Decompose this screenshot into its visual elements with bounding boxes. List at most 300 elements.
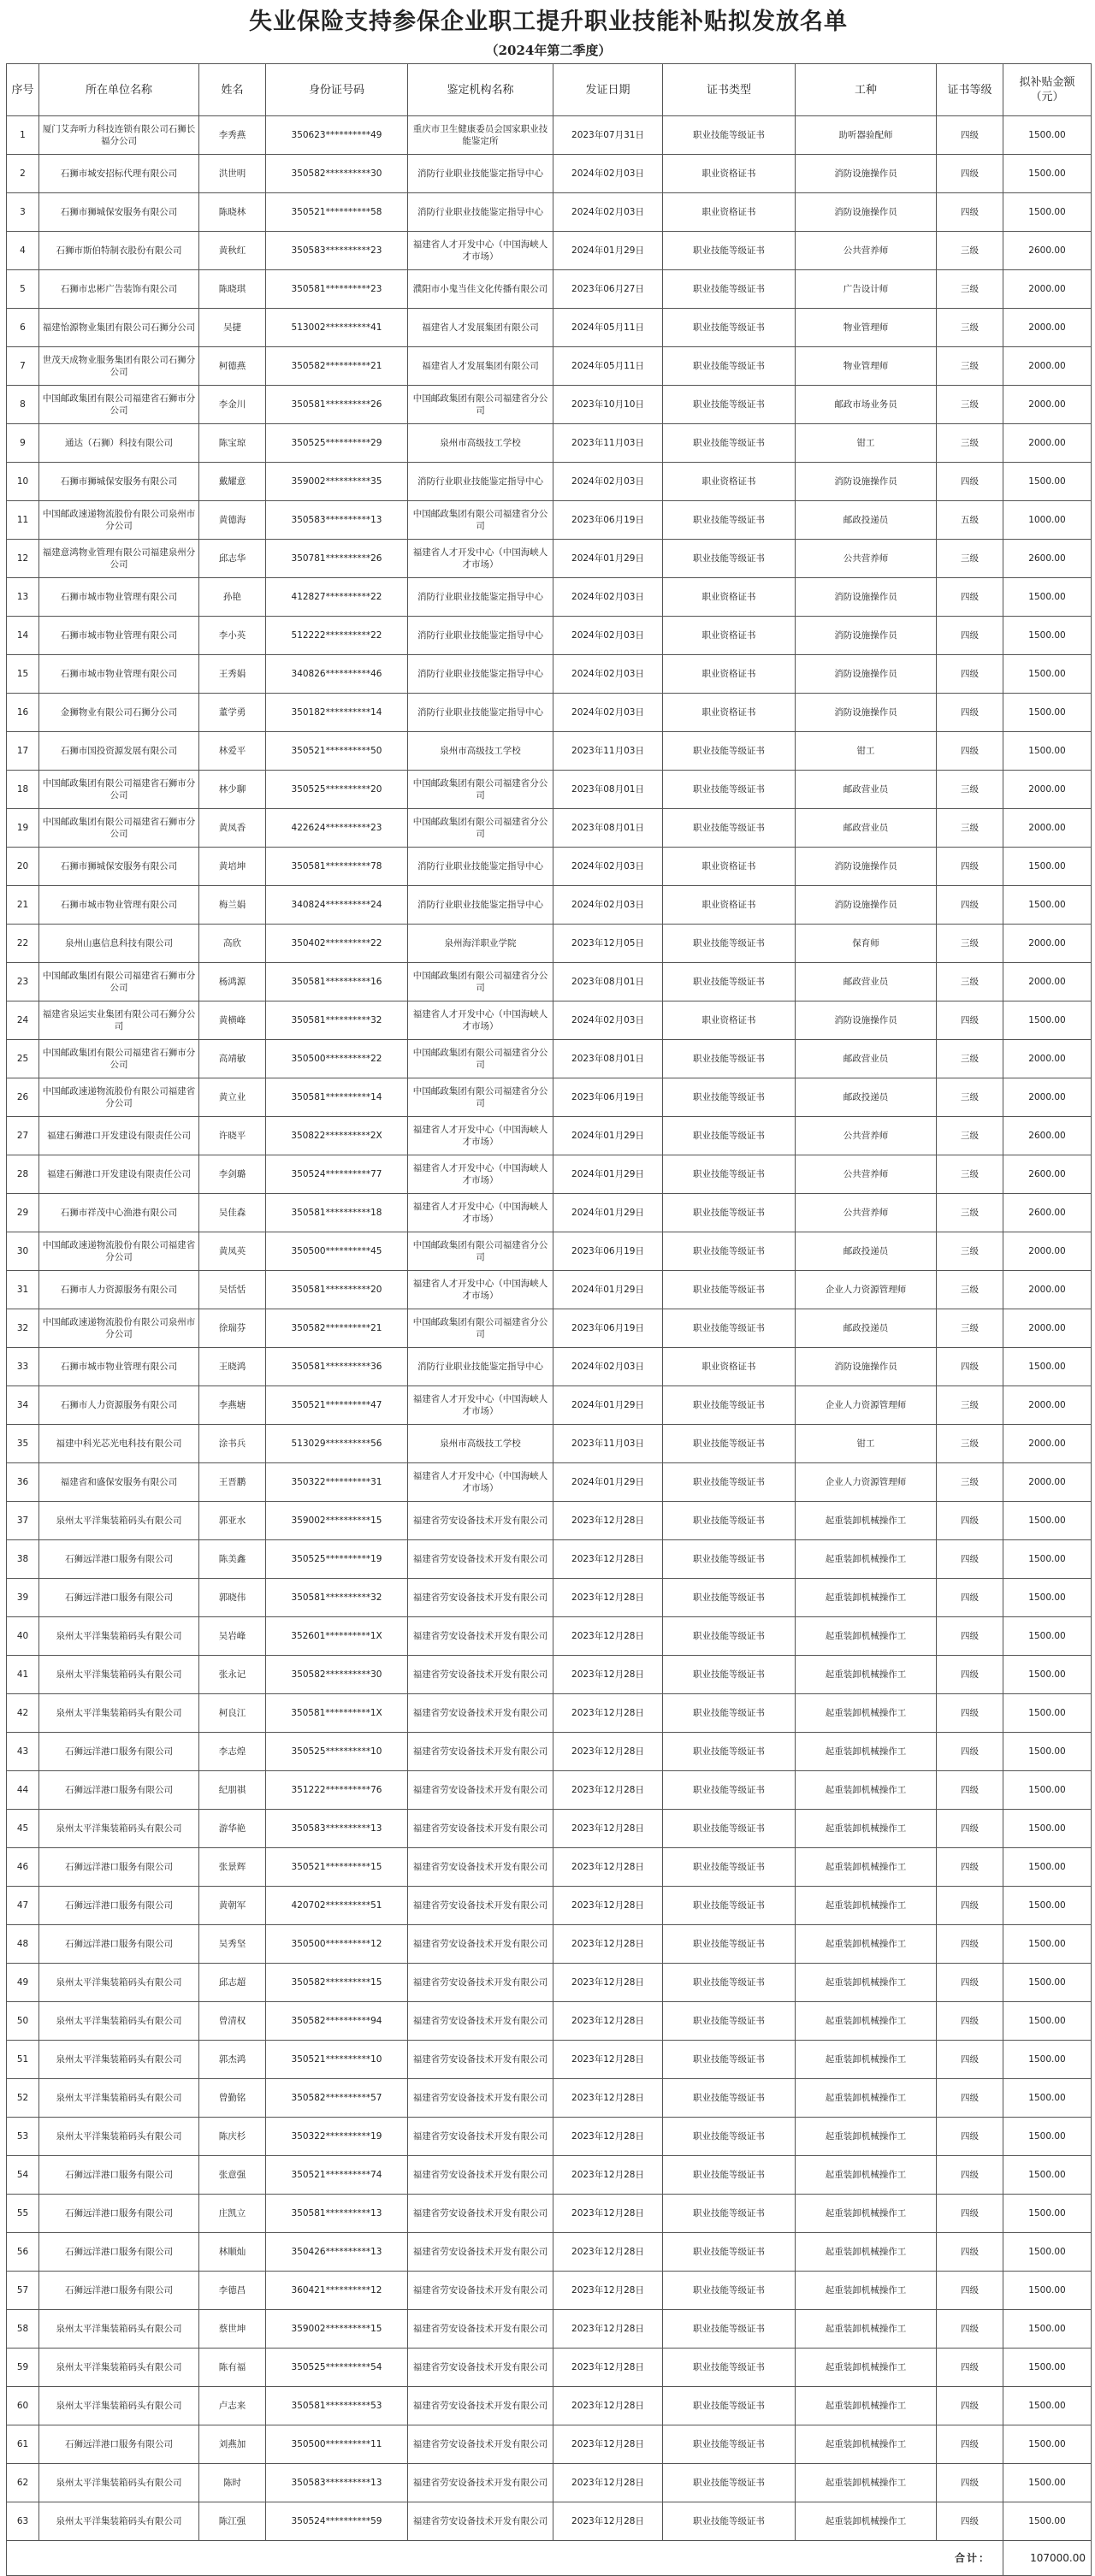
table-row xyxy=(7,1579,1092,1617)
cell-agency: 福建省劳安设备技术开发有限公司 xyxy=(408,1964,553,2002)
cell-id: 350582**********21 xyxy=(266,1309,408,1348)
cell-date: 2024年02月03日 xyxy=(553,617,663,655)
cell-date: 2024年05月11日 xyxy=(553,309,663,347)
cell-date: 2024年01月29日 xyxy=(553,232,663,270)
cell-id: 350582**********15 xyxy=(266,1964,408,2002)
cell-id: 350582**********57 xyxy=(266,2079,408,2118)
cell-job: 起重装卸机械操作工 xyxy=(796,1579,937,1617)
cell-amount: 1500.00 xyxy=(1003,2195,1092,2233)
table-row xyxy=(7,155,1092,193)
cell-company: 泉州太平洋集装箱码头有限公司 xyxy=(39,2502,199,2541)
cell-amount: 1500.00 xyxy=(1003,2425,1092,2464)
cell-job: 企业人力资源管理师 xyxy=(796,1271,937,1309)
cell-no: 59 xyxy=(7,2349,39,2387)
cell-agency: 福建省劳安设备技术开发有限公司 xyxy=(408,1810,553,1848)
cell-level: 四级 xyxy=(937,886,1003,925)
cell-agency: 福建省劳安设备技术开发有限公司 xyxy=(408,1656,553,1694)
cell-amount: 1500.00 xyxy=(1003,694,1092,732)
cell-amount: 1500.00 xyxy=(1003,1925,1092,1964)
cell-date: 2024年01月29日 xyxy=(553,1386,663,1425)
cell-amount: 1500.00 xyxy=(1003,1348,1092,1386)
cell-date: 2024年02月03日 xyxy=(553,1001,663,1040)
cell-id: 350521**********47 xyxy=(266,1386,408,1425)
cell-job: 邮政营业员 xyxy=(796,1040,937,1078)
cell-level: 四级 xyxy=(937,1925,1003,1964)
table-row xyxy=(7,1271,1092,1309)
cell-name: 李秀燕 xyxy=(199,116,266,155)
cell-no: 23 xyxy=(7,963,39,1001)
cell-company: 中国邮政速递物流股份有限公司泉州市分公司 xyxy=(39,1309,199,1348)
table-row xyxy=(7,1925,1092,1964)
cell-job: 消防设施操作员 xyxy=(796,848,937,886)
cell-date: 2023年06月19日 xyxy=(553,1309,663,1348)
cell-name: 张永记 xyxy=(199,1656,266,1694)
cell-date: 2023年12月28日 xyxy=(553,2156,663,2195)
cell-agency: 泉州海洋职业学院 xyxy=(408,925,553,963)
cell-name: 戴耀意 xyxy=(199,463,266,501)
cell-cert: 职业技能等级证书 xyxy=(663,1540,796,1579)
cell-level: 四级 xyxy=(937,2118,1003,2156)
cell-level: 四级 xyxy=(937,1771,1003,1810)
cell-no: 52 xyxy=(7,2079,39,2118)
cell-date: 2024年05月11日 xyxy=(553,347,663,386)
cell-no: 29 xyxy=(7,1194,39,1232)
cell-name: 李剑璐 xyxy=(199,1155,266,1194)
cell-level: 三级 xyxy=(937,1078,1003,1117)
cell-cert: 职业技能等级证书 xyxy=(663,1271,796,1309)
cell-date: 2023年10月10日 xyxy=(553,386,663,424)
cell-agency: 福建省劳安设备技术开发有限公司 xyxy=(408,2349,553,2387)
cell-date: 2024年01月29日 xyxy=(553,1194,663,1232)
cell-date: 2023年12月28日 xyxy=(553,2195,663,2233)
cell-level: 三级 xyxy=(937,1040,1003,1078)
cell-level: 四级 xyxy=(937,2156,1003,2195)
cell-id: 350521**********50 xyxy=(266,732,408,771)
cell-cert: 职业技能等级证书 xyxy=(663,1155,796,1194)
cell-cert: 职业技能等级证书 xyxy=(663,116,796,155)
cell-agency: 福建省劳安设备技术开发有限公司 xyxy=(408,2272,553,2310)
cell-id: 350581**********53 xyxy=(266,2387,408,2425)
cell-agency: 福建省劳安设备技术开发有限公司 xyxy=(408,2425,553,2464)
cell-name: 陈晓林 xyxy=(199,193,266,232)
cell-name: 纪朋祺 xyxy=(199,1771,266,1810)
cell-id: 350581**********13 xyxy=(266,2195,408,2233)
cell-date: 2023年12月28日 xyxy=(553,1771,663,1810)
cell-no: 53 xyxy=(7,2118,39,2156)
table-row xyxy=(7,2502,1092,2541)
cell-job: 邮政营业员 xyxy=(796,963,937,1001)
cell-agency: 消防行业职业技能鉴定指导中心 xyxy=(408,617,553,655)
cell-cert: 职业技能等级证书 xyxy=(663,1771,796,1810)
cell-agency: 消防行业职业技能鉴定指导中心 xyxy=(408,655,553,694)
table-row xyxy=(7,2425,1092,2464)
table-row xyxy=(7,2156,1092,2195)
cell-cert: 职业技能等级证书 xyxy=(663,1040,796,1078)
cell-level: 四级 xyxy=(937,1694,1003,1733)
cell-job: 起重装卸机械操作工 xyxy=(796,2002,937,2041)
table-row xyxy=(7,2464,1092,2502)
cell-no: 47 xyxy=(7,1887,39,1925)
cell-cert: 职业技能等级证书 xyxy=(663,2118,796,2156)
cell-id: 513002**********41 xyxy=(266,309,408,347)
cell-amount: 2000.00 xyxy=(1003,1463,1092,1502)
cell-name: 吴佳森 xyxy=(199,1194,266,1232)
cell-no: 4 xyxy=(7,232,39,270)
cell-company: 中国邮政集团有限公司福建省石狮市分公司 xyxy=(39,386,199,424)
cell-date: 2023年12月28日 xyxy=(553,2079,663,2118)
cell-date: 2023年12月28日 xyxy=(553,2002,663,2041)
cell-amount: 1500.00 xyxy=(1003,193,1092,232)
table-row xyxy=(7,1232,1092,1271)
cell-company: 石狮远洋港口服务有限公司 xyxy=(39,1733,199,1771)
cell-no: 20 xyxy=(7,848,39,886)
cell-job: 起重装卸机械操作工 xyxy=(796,1694,937,1733)
table-row xyxy=(7,925,1092,963)
cell-id: 350521**********74 xyxy=(266,2156,408,2195)
cell-name: 陈晓琪 xyxy=(199,270,266,309)
cell-name: 杨鸿源 xyxy=(199,963,266,1001)
cell-date: 2023年12月28日 xyxy=(553,2272,663,2310)
cell-amount: 1500.00 xyxy=(1003,886,1092,925)
cell-agency: 福建省劳安设备技术开发有限公司 xyxy=(408,2195,553,2233)
cell-agency: 福建省劳安设备技术开发有限公司 xyxy=(408,2002,553,2041)
cell-id: 350583**********13 xyxy=(266,2464,408,2502)
cell-id: 350500**********11 xyxy=(266,2425,408,2464)
cell-agency: 泉州市高级技工学校 xyxy=(408,732,553,771)
cell-job: 起重装卸机械操作工 xyxy=(796,1540,937,1579)
cell-amount: 1500.00 xyxy=(1003,2041,1092,2079)
cell-id: 351222**********76 xyxy=(266,1771,408,1810)
cell-no: 36 xyxy=(7,1463,39,1502)
cell-amount: 1500.00 xyxy=(1003,2118,1092,2156)
cell-company: 中国邮政速递物流股份有限公司福建省分公司 xyxy=(39,1078,199,1117)
cell-date: 2024年02月03日 xyxy=(553,694,663,732)
cell-id: 340826**********46 xyxy=(266,655,408,694)
table-row xyxy=(7,1733,1092,1771)
cell-amount: 1500.00 xyxy=(1003,2387,1092,2425)
cell-agency: 中国邮政集团有限公司福建省分公司 xyxy=(408,1309,553,1348)
cell-level: 三级 xyxy=(937,386,1003,424)
cell-no: 28 xyxy=(7,1155,39,1194)
cell-amount: 2000.00 xyxy=(1003,1309,1092,1348)
cell-amount: 2000.00 xyxy=(1003,925,1092,963)
cell-name: 吴恬恬 xyxy=(199,1271,266,1309)
cell-company: 中国邮政速递物流股份有限公司泉州市分公司 xyxy=(39,501,199,540)
cell-company: 石狮市国投资源发展有限公司 xyxy=(39,732,199,771)
cell-id: 359002**********15 xyxy=(266,2310,408,2349)
cell-company: 泉州太平洋集装箱码头有限公司 xyxy=(39,2464,199,2502)
cell-cert: 职业技能等级证书 xyxy=(663,1232,796,1271)
cell-id: 350822**********2X xyxy=(266,1117,408,1155)
table-row xyxy=(7,1386,1092,1425)
cell-name: 曾勤铭 xyxy=(199,2079,266,2118)
cell-date: 2023年12月28日 xyxy=(553,2233,663,2272)
cell-no: 19 xyxy=(7,809,39,848)
table-body xyxy=(7,116,1092,2541)
cell-name: 黄凤香 xyxy=(199,809,266,848)
page-subtitle: （2024年第二季度） xyxy=(485,43,612,58)
cell-date: 2023年07月31日 xyxy=(553,116,663,155)
cell-name: 黄德海 xyxy=(199,501,266,540)
cell-cert: 职业技能等级证书 xyxy=(663,424,796,463)
cell-company: 福建意鸿物业管理有限公司福建泉州分公司 xyxy=(39,540,199,578)
cell-job: 公共营养师 xyxy=(796,1117,937,1155)
cell-id: 350581**********32 xyxy=(266,1001,408,1040)
cell-amount: 1500.00 xyxy=(1003,2310,1092,2349)
cell-id: 350581**********1X xyxy=(266,1694,408,1733)
cell-level: 四级 xyxy=(937,2464,1003,2502)
cell-no: 35 xyxy=(7,1425,39,1463)
cell-no: 46 xyxy=(7,1848,39,1887)
cell-date: 2023年12月28日 xyxy=(553,2118,663,2156)
cell-company: 石狮市斯伯特制衣股份有限公司 xyxy=(39,232,199,270)
cell-id: 350581**********18 xyxy=(266,1194,408,1232)
cell-company: 泉州太平洋集装箱码头有限公司 xyxy=(39,2079,199,2118)
cell-name: 陈庆杉 xyxy=(199,2118,266,2156)
cell-level: 四级 xyxy=(937,193,1003,232)
cell-level: 四级 xyxy=(937,2079,1003,2118)
cell-cert: 职业技能等级证书 xyxy=(663,1502,796,1540)
cell-cert: 职业技能等级证书 xyxy=(663,270,796,309)
table-row xyxy=(7,1309,1092,1348)
cell-company: 泉州太平洋集装箱码头有限公司 xyxy=(39,2349,199,2387)
cell-level: 四级 xyxy=(937,1733,1003,1771)
cell-cert: 职业技能等级证书 xyxy=(663,1617,796,1656)
cell-no: 21 xyxy=(7,886,39,925)
cell-cert: 职业技能等级证书 xyxy=(663,1810,796,1848)
cell-agency: 福建省劳安设备技术开发有限公司 xyxy=(408,2079,553,2118)
cell-name: 王秀娟 xyxy=(199,655,266,694)
cell-name: 张意强 xyxy=(199,2156,266,2195)
cell-date: 2023年12月28日 xyxy=(553,1810,663,1848)
cell-agency: 中国邮政集团有限公司福建省分公司 xyxy=(408,1040,553,1078)
cell-cert: 职业技能等级证书 xyxy=(663,771,796,809)
cell-no: 13 xyxy=(7,578,39,617)
cell-amount: 2000.00 xyxy=(1003,1425,1092,1463)
cell-company: 泉州山惠信息科技有限公司 xyxy=(39,925,199,963)
cell-name: 高欣 xyxy=(199,925,266,963)
cell-cert: 职业技能等级证书 xyxy=(663,1964,796,2002)
cell-level: 三级 xyxy=(937,424,1003,463)
cell-level: 三级 xyxy=(937,1425,1003,1463)
cell-date: 2023年08月01日 xyxy=(553,809,663,848)
col-header-no: 序号 xyxy=(7,64,39,116)
cell-no: 58 xyxy=(7,2310,39,2349)
cell-name: 高靖敏 xyxy=(199,1040,266,1078)
cell-agency: 泉州市高级技工学校 xyxy=(408,1425,553,1463)
cell-amount: 2000.00 xyxy=(1003,270,1092,309)
cell-agency: 福建省劳安设备技术开发有限公司 xyxy=(408,1579,553,1617)
cell-no: 6 xyxy=(7,309,39,347)
cell-date: 2023年12月28日 xyxy=(553,1887,663,1925)
cell-job: 起重装卸机械操作工 xyxy=(796,2195,937,2233)
cell-id: 350581**********23 xyxy=(266,270,408,309)
cell-level: 四级 xyxy=(937,2425,1003,2464)
cell-cert: 职业资格证书 xyxy=(663,578,796,617)
cell-no: 43 xyxy=(7,1733,39,1771)
cell-name: 林顺灿 xyxy=(199,2233,266,2272)
cell-no: 56 xyxy=(7,2233,39,2272)
cell-name: 孙艳 xyxy=(199,578,266,617)
cell-level: 四级 xyxy=(937,155,1003,193)
cell-amount: 1500.00 xyxy=(1003,2079,1092,2118)
cell-id: 350402**********22 xyxy=(266,925,408,963)
cell-cert: 职业技能等级证书 xyxy=(663,347,796,386)
cell-no: 57 xyxy=(7,2272,39,2310)
cell-company: 泉州太平洋集装箱码头有限公司 xyxy=(39,2387,199,2425)
cell-amount: 2000.00 xyxy=(1003,1040,1092,1078)
cell-agency: 福建省人才发展集团有限公司 xyxy=(408,347,553,386)
cell-agency: 消防行业职业技能鉴定指导中心 xyxy=(408,886,553,925)
cell-level: 四级 xyxy=(937,2002,1003,2041)
table-row xyxy=(7,1848,1092,1887)
cell-cert: 职业技能等级证书 xyxy=(663,1848,796,1887)
cell-cert: 职业技能等级证书 xyxy=(663,1656,796,1694)
cell-date: 2023年12月28日 xyxy=(553,2310,663,2349)
table-row xyxy=(7,1887,1092,1925)
cell-cert: 职业资格证书 xyxy=(663,848,796,886)
cell-level: 三级 xyxy=(937,1463,1003,1502)
table-row xyxy=(7,886,1092,925)
table-row xyxy=(7,1540,1092,1579)
cell-company: 福建石狮港口开发建设有限责任公司 xyxy=(39,1117,199,1155)
table-row xyxy=(7,1810,1092,1848)
cell-name: 黄培坤 xyxy=(199,848,266,886)
cell-no: 33 xyxy=(7,1348,39,1386)
cell-no: 27 xyxy=(7,1117,39,1155)
cell-level: 四级 xyxy=(937,578,1003,617)
cell-no: 2 xyxy=(7,155,39,193)
cell-company: 石狮市人力资源服务有限公司 xyxy=(39,1386,199,1425)
cell-job: 起重装卸机械操作工 xyxy=(796,2464,937,2502)
cell-id: 350500**********12 xyxy=(266,1925,408,1964)
cell-job: 起重装卸机械操作工 xyxy=(796,2118,937,2156)
cell-date: 2024年02月03日 xyxy=(553,193,663,232)
cell-company: 泉州太平洋集装箱码头有限公司 xyxy=(39,1617,199,1656)
cell-job: 助听器验配师 xyxy=(796,116,937,155)
cell-job: 消防设施操作员 xyxy=(796,694,937,732)
cell-id: 350521**********58 xyxy=(266,193,408,232)
cell-cert: 职业资格证书 xyxy=(663,694,796,732)
document-page xyxy=(6,0,1091,2576)
cell-cert: 职业资格证书 xyxy=(663,886,796,925)
cell-cert: 职业技能等级证书 xyxy=(663,1579,796,1617)
cell-id: 350581**********20 xyxy=(266,1271,408,1309)
cell-id: 420702**********51 xyxy=(266,1887,408,1925)
cell-company: 石狮远洋港口服务有限公司 xyxy=(39,1887,199,1925)
cell-level: 四级 xyxy=(937,1579,1003,1617)
cell-cert: 职业技能等级证书 xyxy=(663,2195,796,2233)
cell-cert: 职业技能等级证书 xyxy=(663,2079,796,2118)
cell-no: 5 xyxy=(7,270,39,309)
cell-id: 350525**********19 xyxy=(266,1540,408,1579)
table-row xyxy=(7,2349,1092,2387)
cell-company: 世茂天成物业服务集团有限公司石狮分公司 xyxy=(39,347,199,386)
cell-id: 350581**********78 xyxy=(266,848,408,886)
cell-agency: 福建省劳安设备技术开发有限公司 xyxy=(408,2310,553,2349)
cell-level: 三级 xyxy=(937,1194,1003,1232)
cell-level: 四级 xyxy=(937,2310,1003,2349)
cell-agency: 重庆市卫生健康委员会国家职业技能鉴定所 xyxy=(408,116,553,155)
cell-date: 2023年12月28日 xyxy=(553,1502,663,1540)
cell-cert: 职业技能等级证书 xyxy=(663,925,796,963)
cell-no: 32 xyxy=(7,1309,39,1348)
cell-company: 石狮市城市物业管理有限公司 xyxy=(39,886,199,925)
cell-agency: 福建省人才开发中心（中国海峡人才市场） xyxy=(408,1155,553,1194)
cell-name: 柯德燕 xyxy=(199,347,266,386)
cell-amount: 1500.00 xyxy=(1003,155,1092,193)
table-row xyxy=(7,270,1092,309)
cell-agency: 濮阳市小鬼当佳文化传播有限公司 xyxy=(408,270,553,309)
cell-agency: 福建省人才开发中心（中国海峡人才市场） xyxy=(408,1001,553,1040)
cell-agency: 福建省劳安设备技术开发有限公司 xyxy=(408,2156,553,2195)
cell-company: 石狮市忠彬广告装饰有限公司 xyxy=(39,270,199,309)
cell-job: 起重装卸机械操作工 xyxy=(796,1925,937,1964)
cell-amount: 1500.00 xyxy=(1003,2002,1092,2041)
table-row xyxy=(7,1694,1092,1733)
cell-date: 2023年12月28日 xyxy=(553,1656,663,1694)
cell-id: 350521**********15 xyxy=(266,1848,408,1887)
cell-id: 350182**********14 xyxy=(266,694,408,732)
table-row xyxy=(7,1656,1092,1694)
cell-date: 2023年12月28日 xyxy=(553,2502,663,2541)
cell-date: 2023年08月01日 xyxy=(553,771,663,809)
cell-company: 泉州太平洋集装箱码头有限公司 xyxy=(39,1694,199,1733)
col-header-agency: 鉴定机构名称 xyxy=(408,64,553,116)
cell-cert: 职业技能等级证书 xyxy=(663,2041,796,2079)
cell-amount: 1500.00 xyxy=(1003,1656,1092,1694)
cell-job: 公共营养师 xyxy=(796,540,937,578)
table-row xyxy=(7,809,1092,848)
cell-company: 泉州太平洋集装箱码头有限公司 xyxy=(39,1502,199,1540)
cell-job: 起重装卸机械操作工 xyxy=(796,1617,937,1656)
cell-company: 金狮物业有限公司石狮分公司 xyxy=(39,694,199,732)
cell-amount: 2000.00 xyxy=(1003,386,1092,424)
cell-name: 李德昌 xyxy=(199,2272,266,2310)
cell-no: 37 xyxy=(7,1502,39,1540)
cell-level: 四级 xyxy=(937,1617,1003,1656)
cell-no: 3 xyxy=(7,193,39,232)
cell-id: 350525**********54 xyxy=(266,2349,408,2387)
cell-date: 2023年11月03日 xyxy=(553,424,663,463)
cell-amount: 2000.00 xyxy=(1003,1078,1092,1117)
cell-date: 2024年01月29日 xyxy=(553,1117,663,1155)
table-row xyxy=(7,771,1092,809)
cell-company: 石狮远洋港口服务有限公司 xyxy=(39,1579,199,1617)
table-row xyxy=(7,309,1092,347)
cell-date: 2023年06月19日 xyxy=(553,501,663,540)
cell-job: 公共营养师 xyxy=(796,1155,937,1194)
table-row xyxy=(7,347,1092,386)
cell-amount: 2000.00 xyxy=(1003,424,1092,463)
cell-id: 350525**********20 xyxy=(266,771,408,809)
cell-name: 陈有福 xyxy=(199,2349,266,2387)
cell-amount: 1000.00 xyxy=(1003,501,1092,540)
cell-agency: 消防行业职业技能鉴定指导中心 xyxy=(408,1348,553,1386)
cell-level: 三级 xyxy=(937,925,1003,963)
cell-job: 公共营养师 xyxy=(796,1194,937,1232)
cell-agency: 中国邮政集团有限公司福建省分公司 xyxy=(408,386,553,424)
cell-agency: 消防行业职业技能鉴定指导中心 xyxy=(408,155,553,193)
cell-job: 起重装卸机械操作工 xyxy=(796,2156,937,2195)
cell-no: 31 xyxy=(7,1271,39,1309)
cell-level: 三级 xyxy=(937,1271,1003,1309)
cell-name: 陈宝琼 xyxy=(199,424,266,463)
cell-cert: 职业技能等级证书 xyxy=(663,809,796,848)
cell-no: 26 xyxy=(7,1078,39,1117)
table-row xyxy=(7,1771,1092,1810)
cell-agency: 福建省劳安设备技术开发有限公司 xyxy=(408,2041,553,2079)
